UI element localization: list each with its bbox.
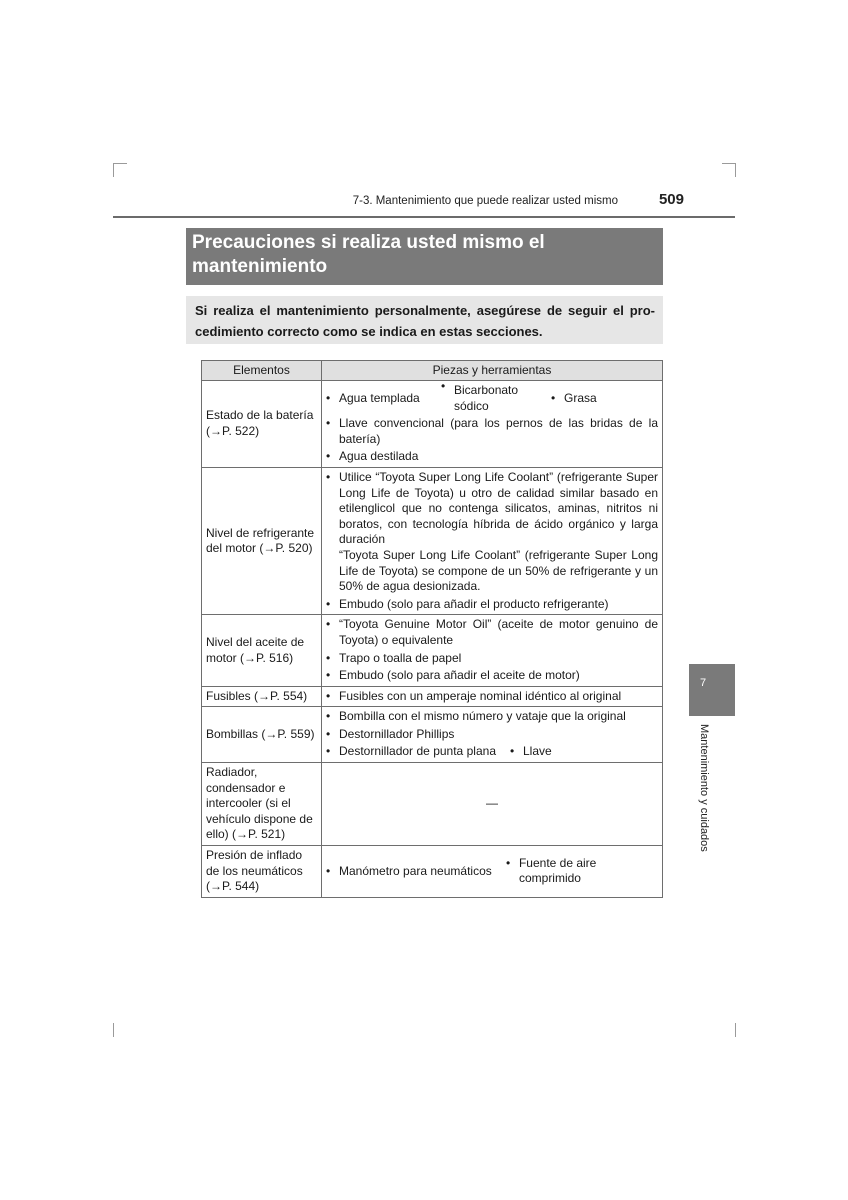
list-item <box>441 379 551 414</box>
list-item <box>326 596 658 614</box>
crop-mark <box>722 163 736 164</box>
list-item <box>326 864 492 880</box>
parts-line <box>326 379 658 415</box>
list-item-text: Fusibles con un amperaje nominal idéntico al original <box>339 688 622 703</box>
crop-mark <box>113 1023 114 1037</box>
element-cell: Nivel de refrigerante del motor (→P. 520) <box>202 467 322 614</box>
list-item <box>326 744 496 760</box>
list-item-text: Destornillador de punta plana <box>339 744 496 759</box>
list-item <box>326 688 658 706</box>
list-item-text: Llave <box>523 744 552 759</box>
element-cell: Fusibles (→P. 554) <box>202 686 322 707</box>
list-item-body <box>339 470 658 595</box>
table-row <box>202 846 663 898</box>
page-number: 509 <box>658 191 684 208</box>
parts-cell <box>322 707 663 763</box>
parts-line <box>326 855 658 888</box>
bullet-icon: • <box>441 379 446 393</box>
bullet-icon: • <box>326 469 331 484</box>
list-item-text: Embudo (solo para añadir el producto refrigerante) <box>339 596 609 611</box>
bullet-icon: • <box>326 617 331 632</box>
parts-cell <box>322 615 663 686</box>
bullet-icon: • <box>326 709 331 724</box>
parts-cell <box>322 846 663 898</box>
bullet-icon: • <box>326 668 331 683</box>
crop-mark <box>735 1023 736 1037</box>
parts-cell-empty: — <box>322 763 663 846</box>
list-item-text: “Toyota Genuine Motor Oil” (aceite de motor genuino de Toyota) o equivalente <box>339 617 658 647</box>
list-item <box>551 391 597 407</box>
list-item <box>326 667 658 685</box>
bullet-icon: • <box>326 449 331 464</box>
bullet-icon: • <box>326 596 331 611</box>
column-header-parts: Piezas y herramientas <box>322 361 663 381</box>
bullet-icon: • <box>326 390 331 405</box>
table-header-row <box>202 361 663 381</box>
list-item-text: Destornillador Phillips <box>339 726 455 741</box>
section-title: Precauciones si realiza usted mismo el mantenimiento <box>186 228 663 285</box>
chapter-number: 7 <box>700 677 707 689</box>
intro-text: Si realiza el mantenimiento personalmente, asegúrese de seguir el pro-cedimiento correcto como se indica en estas secciones. <box>186 296 663 344</box>
list-item <box>326 708 658 726</box>
table-row <box>202 707 663 763</box>
list-item <box>506 856 658 887</box>
table-row <box>202 763 663 846</box>
parts-cell <box>322 467 663 614</box>
bullet-icon: • <box>505 855 511 870</box>
parts-table <box>201 360 663 898</box>
bullet-icon: • <box>326 726 331 741</box>
running-header-section: 7-3. Mantenimiento que puede realizar usted mismo <box>352 195 618 207</box>
list-item <box>326 415 658 448</box>
parts-cell <box>322 686 663 707</box>
chapter-label: Mantenimiento y cuidados <box>698 724 710 852</box>
bullet-icon: • <box>326 416 331 431</box>
list-item-text: Utilice “Toyota Super Long Life Coolant” (refrigerante Super Long Life de Toyota) u otro de calidad similar basado en etilenglicol que no contenga silicatos, aminas, nitritos ni boratos, con tecnología híbrida de ácido orgánico y larga duración <box>339 469 658 547</box>
list-item-text: Agua destilada <box>339 449 419 464</box>
parts-line <box>326 743 658 761</box>
chapter-tab <box>689 664 735 716</box>
table-row <box>202 615 663 686</box>
bullet-icon: • <box>326 744 331 759</box>
list-item-text: Bicarbonato sódico <box>454 383 519 413</box>
bullet-icon: • <box>326 863 331 878</box>
list-item-text: Trapo o toalla de papel <box>339 650 462 665</box>
bullet-icon: • <box>326 650 331 665</box>
table-row <box>202 467 663 614</box>
list-item <box>510 744 552 760</box>
list-item-text: Llave convencional (para los pernos de las bridas de la batería) <box>339 416 658 446</box>
list-item-text: Agua templada <box>339 390 420 405</box>
list-item <box>326 391 441 407</box>
element-cell: Nivel del aceite de motor (→P. 516) <box>202 615 322 686</box>
list-item-note: “Toyota Super Long Life Coolant” (refrigerante Super Long Life de Toyota) se compone de un 50% de refrigerante y un 50% de agua desionizada. <box>339 547 658 594</box>
crop-mark <box>113 163 127 164</box>
list-item-text: Embudo (solo para añadir el aceite de motor) <box>339 668 580 683</box>
list-item-text: Manómetro para neumáticos <box>339 863 492 878</box>
column-header-elements: Elementos <box>202 361 322 381</box>
element-cell: Bombillas (→P. 559) <box>202 707 322 763</box>
bullet-icon: • <box>326 688 331 703</box>
list-item-text: Grasa <box>564 390 597 405</box>
list-item <box>326 616 658 649</box>
list-item-text: Bombilla con el mismo número y vataje que la original <box>339 709 626 724</box>
list-item <box>326 448 658 466</box>
list-item <box>326 726 658 744</box>
list-item <box>326 650 658 668</box>
element-cell: Radiador, condensador e intercooler (si el vehículo dispone de ello) (→P. 521) <box>202 763 322 846</box>
element-cell: Estado de la batería (→P. 522) <box>202 381 322 468</box>
table-row <box>202 381 663 468</box>
crop-mark <box>735 163 736 177</box>
list-item <box>326 469 658 596</box>
element-cell: Presión de inflado de los neumáticos (→P. 544) <box>202 846 322 898</box>
bullet-icon: • <box>510 744 515 759</box>
crop-mark <box>113 163 114 177</box>
bullet-icon: • <box>551 390 556 405</box>
header-rule <box>113 216 735 218</box>
list-item-text: Fuente de aire comprimido <box>518 855 597 886</box>
table-row <box>202 686 663 707</box>
parts-cell <box>322 381 663 468</box>
